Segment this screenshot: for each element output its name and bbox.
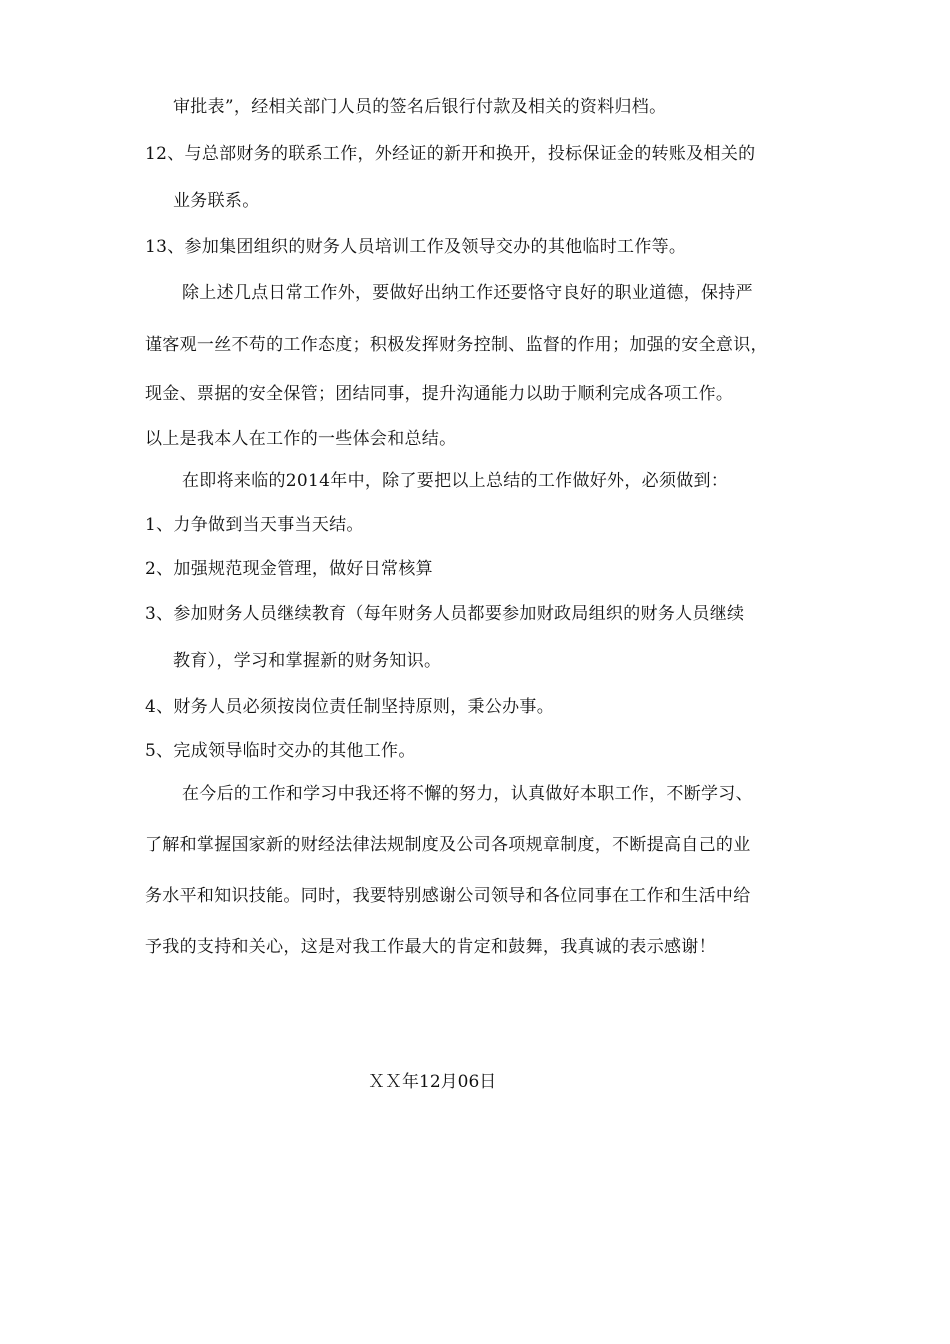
- text-line: 3、参加财务人员继续教育（每年财务人员都要参加财政局组织的财务人员继续: [145, 604, 745, 624]
- text-line: 1、力争做到当天事当天结。: [145, 515, 364, 535]
- text-line: 予我的支持和关心，这是对我工作最大的肯定和鼓舞，我真诚的表示感谢！: [145, 937, 716, 957]
- text-line: 以上是我本人在工作的一些体会和总结。: [145, 429, 457, 449]
- text-line: 在今后的工作和学习中我还将不懈的努力，认真做好本职工作，不断学习、: [182, 784, 753, 804]
- text-line: 除上述几点日常工作外，要做好出纳工作还要恪守良好的职业道德，保持严: [182, 283, 753, 303]
- text-line: 在即将来临的2014年中，除了要把以上总结的工作做好外，必须做到：: [182, 471, 729, 491]
- text-line: 务水平和知识技能。同时，我要特别感谢公司领导和各位同事在工作和生活中给: [145, 886, 751, 906]
- text-line: 现金、票据的安全保管；团结同事，提升沟通能力以助于顺利完成各项工作。: [145, 384, 734, 404]
- text-line: 4、财务人员必须按岗位责任制坚持原则，秉公办事。: [145, 697, 555, 717]
- text-line: 5、完成领导临时交办的其他工作。: [145, 741, 416, 761]
- text-line: 审批表”，经相关部门人员的签名后银行付款及相关的资料归档。: [173, 97, 667, 117]
- text-line: 教育），学习和掌握新的财务知识。: [173, 651, 442, 671]
- text-line: 了解和掌握国家新的财经法律法规制度及公司各项规章制度，不断提高自己的业: [145, 835, 751, 855]
- text-line: 业务联系。: [173, 191, 260, 211]
- text-line: 12、与总部财务的联系工作，外经证的新开和换开，投标保证金的转账及相关的: [145, 144, 756, 164]
- text-line: 2、加强规范现金管理，做好日常核算: [145, 559, 433, 579]
- text-line: 谨客观一丝不苟的工作态度；积极发挥财务控制、监督的作用；加强的安全意识，: [145, 335, 768, 355]
- text-line: 13、参加集团组织的财务人员培训工作及领导交办的其他临时工作等。: [145, 237, 687, 257]
- signature-date: ＸＸ年12月06日: [368, 1072, 497, 1092]
